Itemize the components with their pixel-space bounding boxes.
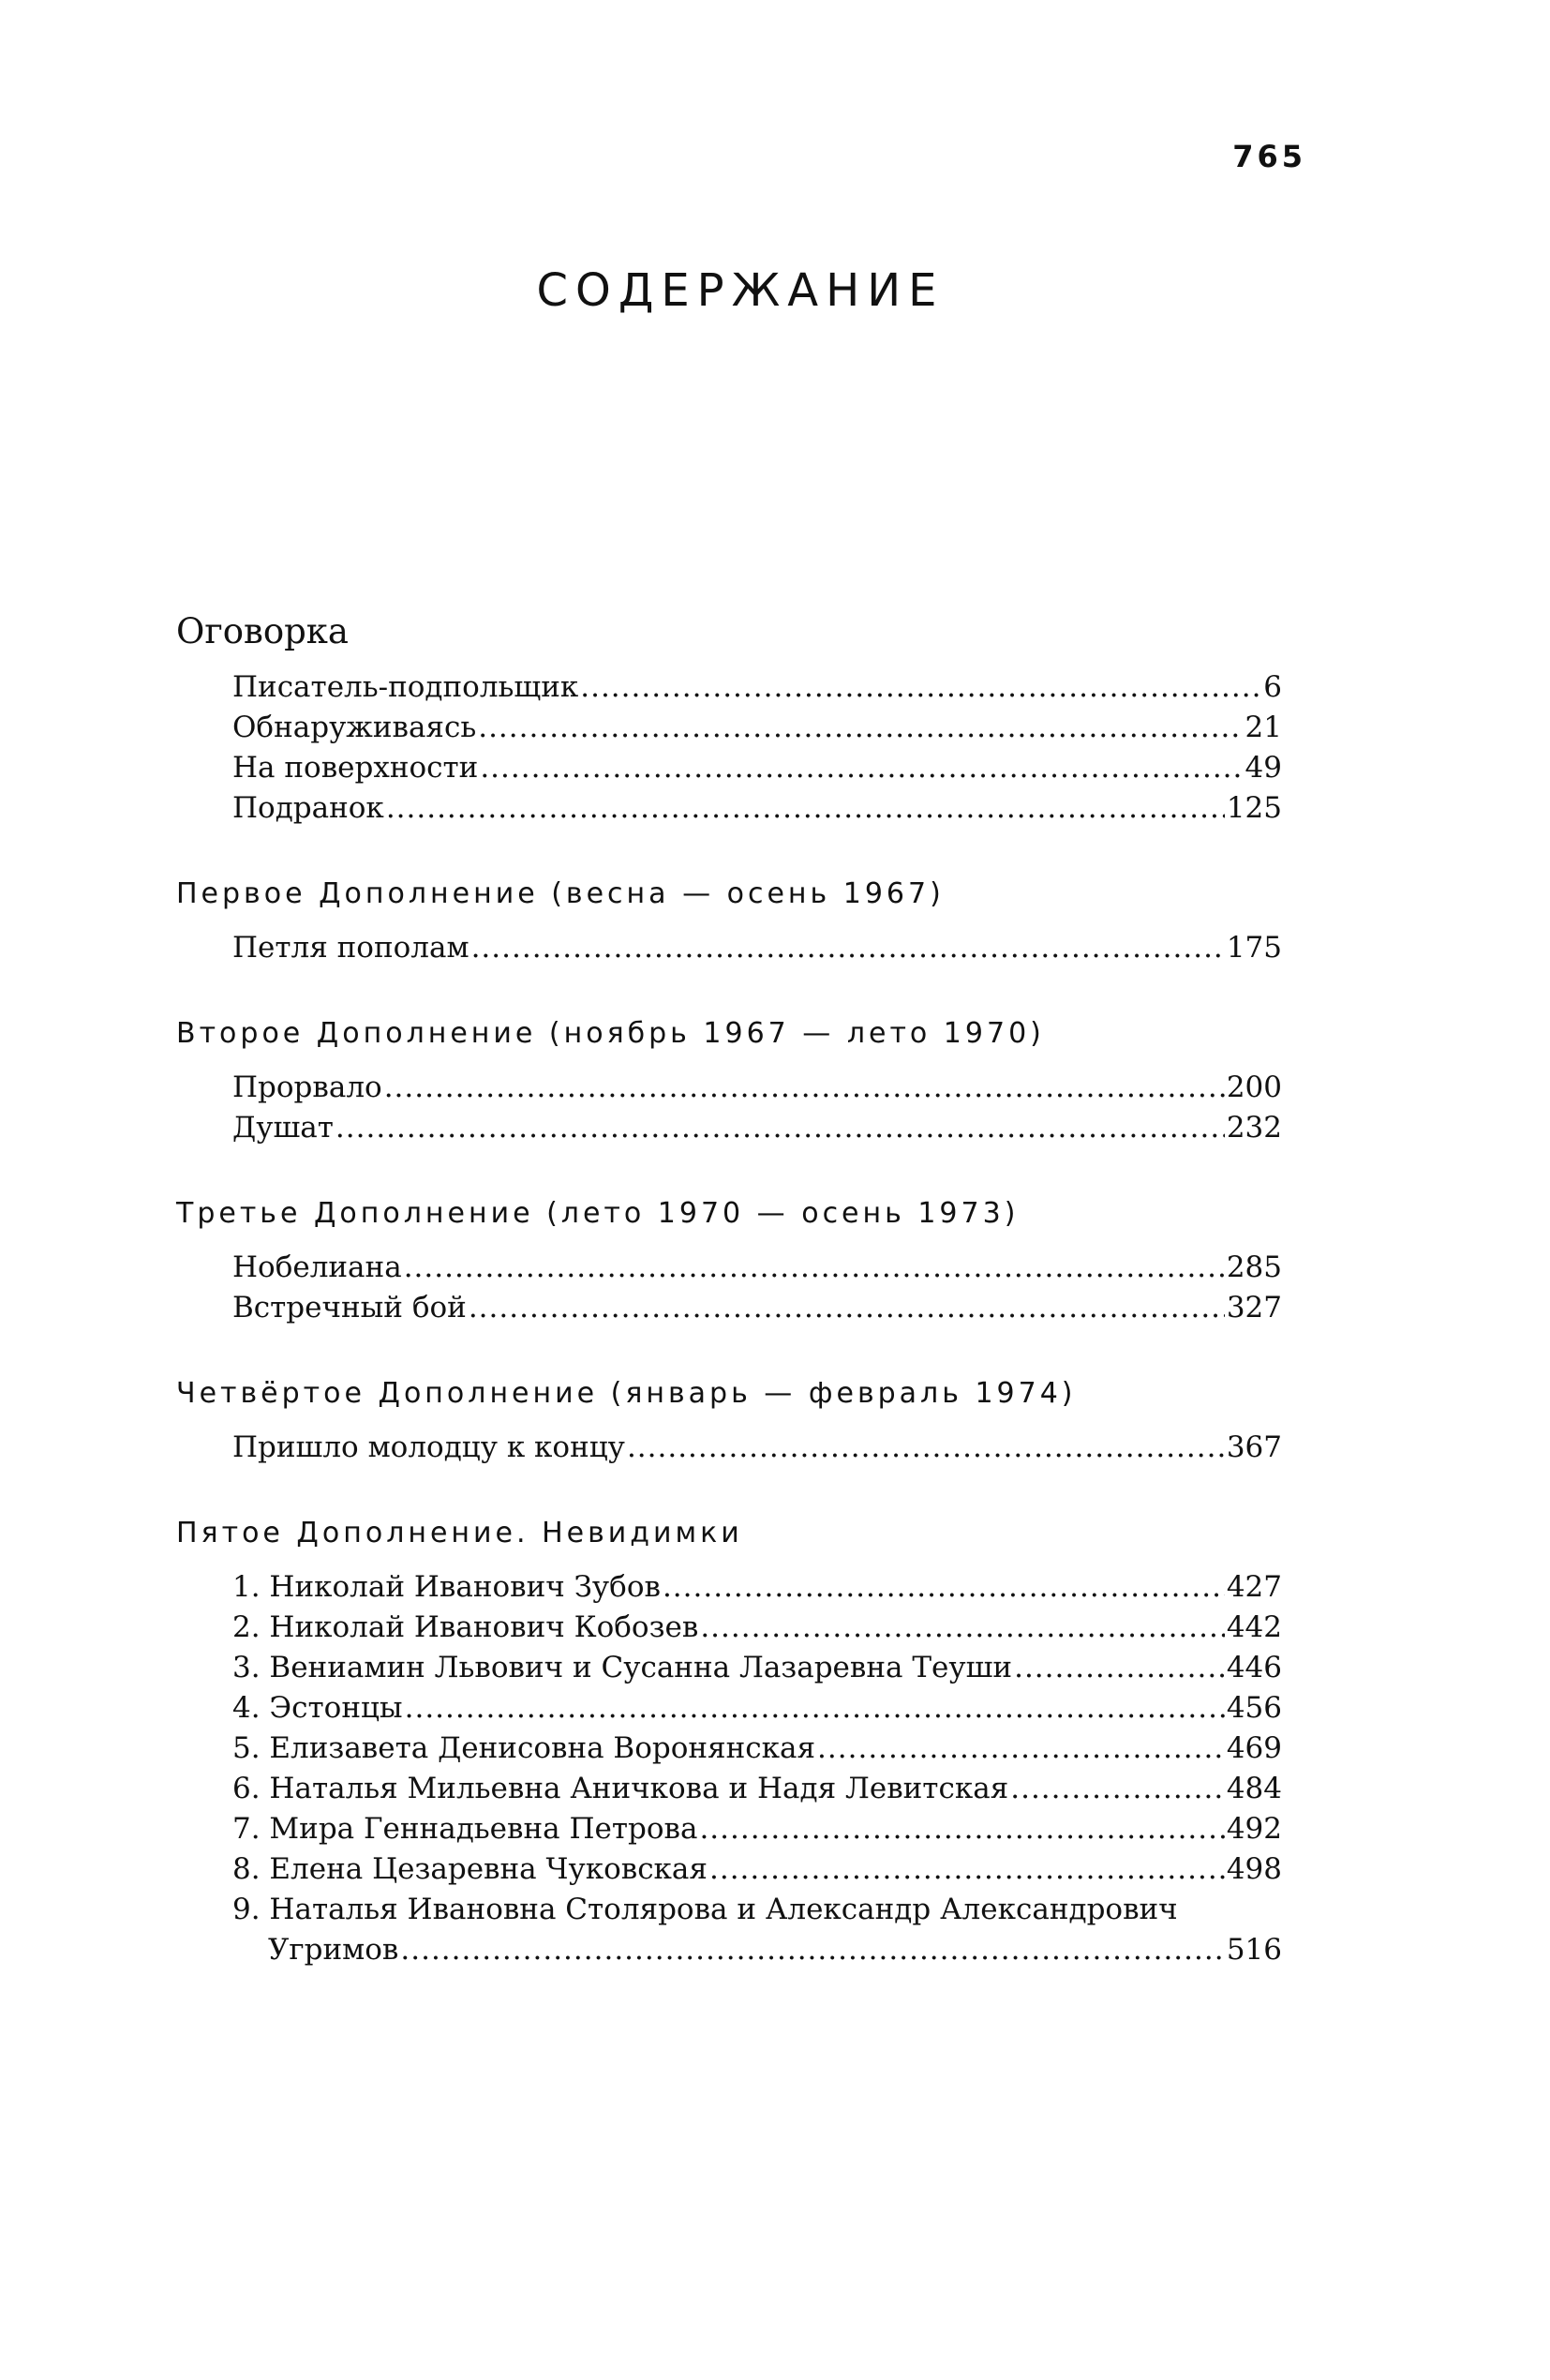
toc-entry-page: 442: [1226, 1610, 1282, 1644]
dot-leader: [471, 928, 1225, 968]
toc-entry[interactable]: [232, 1288, 1282, 1328]
toc-entry-continuation: [268, 1930, 1282, 1970]
page-title: СОДЕРЖАНИЕ: [536, 264, 945, 318]
toc-entry-title: Душат: [232, 1111, 334, 1145]
toc-entry[interactable]: [232, 1849, 1282, 1890]
dot-leader: [699, 1809, 1224, 1849]
toc-entry-title-continued: Угримов: [268, 1933, 399, 1967]
toc-entry-page: 175: [1226, 931, 1282, 965]
toc-entry-page: 125: [1226, 791, 1282, 825]
page-number: 765: [1232, 139, 1306, 174]
toc-entry-page: 469: [1226, 1731, 1282, 1765]
dot-leader: [580, 667, 1261, 708]
toc-entry[interactable]: [232, 667, 1282, 708]
toc-entry[interactable]: [232, 1248, 1282, 1288]
toc-entry[interactable]: [232, 1567, 1282, 1608]
part-title: Оговорка: [176, 611, 349, 651]
dot-leader: [384, 1068, 1225, 1108]
toc-entry-title: Подранок: [232, 791, 384, 825]
dot-leader: [469, 1288, 1225, 1328]
toc-entry-title: Писатель-подпольщик: [232, 670, 579, 704]
dot-leader: [709, 1849, 1225, 1890]
toc-entry[interactable]: [232, 1108, 1282, 1148]
toc-entry[interactable]: [232, 788, 1282, 829]
toc-entry-title: Прорвало: [232, 1070, 382, 1104]
section-title: Второе Дополнение (ноябрь 1967 — лето 1970): [176, 1017, 1045, 1050]
toc-entry-title: 7. Мира Геннадьевна Петрова: [232, 1812, 698, 1846]
section-title: Первое Дополнение (весна — осень 1967): [176, 877, 945, 910]
toc-entry[interactable]: [232, 1890, 1282, 1970]
toc-entry-title: Обнаруживаясь: [232, 711, 477, 744]
dot-leader: [404, 1248, 1225, 1288]
toc-entry-page: 21: [1244, 711, 1282, 744]
toc-entry[interactable]: [232, 1068, 1282, 1108]
toc-entry[interactable]: [232, 1688, 1282, 1729]
toc-section-4: [176, 1373, 1282, 1468]
toc-entry-page: 49: [1244, 751, 1282, 785]
toc-entry-page: 446: [1226, 1651, 1282, 1684]
toc-entry[interactable]: [232, 748, 1282, 788]
table-of-contents: [176, 609, 1282, 2015]
toc-entry[interactable]: [232, 1769, 1282, 1809]
toc-entry-page: 427: [1226, 1570, 1282, 1604]
toc-entry-page: 456: [1226, 1691, 1282, 1725]
toc-entry-title: 1. Николай Иванович Зубов: [232, 1570, 661, 1604]
toc-entry-title: На поверхности: [232, 751, 479, 785]
toc-entry-title: 6. Наталья Мильевна Аничкова и Надя Левитская: [232, 1772, 1009, 1805]
toc-entry-title: 3. Вениамин Львович и Сусанна Лазаревна Теуши: [232, 1651, 1013, 1684]
toc-entry-title: 4. Эстонцы: [232, 1691, 403, 1725]
toc-entry-page: 232: [1226, 1111, 1282, 1145]
toc-entry[interactable]: [232, 928, 1282, 968]
toc-entry-title: 5. Елизавета Денисовна Воронянская: [232, 1731, 816, 1765]
toc-entry-page: 327: [1226, 1291, 1282, 1325]
toc-entry-page: 484: [1226, 1772, 1282, 1805]
toc-entry-title: Петля пополам: [232, 931, 469, 965]
toc-entry[interactable]: [232, 708, 1282, 748]
toc-entry-page: 200: [1226, 1070, 1282, 1104]
dot-leader: [817, 1729, 1225, 1769]
toc-entry-page: 6: [1263, 670, 1282, 704]
toc-entry[interactable]: [232, 1648, 1282, 1688]
toc-section-5: [176, 1513, 1282, 1970]
dot-leader: [386, 788, 1225, 829]
dot-leader: [480, 748, 1243, 788]
section-title: Пятое Дополнение. Невидимки: [176, 1517, 743, 1549]
section-title: Третье Дополнение (лето 1970 — осень 1973): [176, 1197, 1020, 1230]
toc-entry-title: Пришло молодцу к концу: [232, 1430, 625, 1464]
toc-entry-page: 285: [1226, 1250, 1282, 1284]
dot-leader: [700, 1608, 1225, 1648]
dot-leader: [1010, 1769, 1225, 1809]
dot-leader: [405, 1688, 1225, 1729]
dot-leader: [1014, 1648, 1225, 1688]
dot-leader: [663, 1567, 1225, 1608]
toc-entry-page: 367: [1226, 1430, 1282, 1464]
toc-entry-title: Нобелиана: [232, 1250, 402, 1284]
toc-section-1: [176, 874, 1282, 968]
toc-entry-page: 492: [1226, 1812, 1282, 1846]
toc-entry[interactable]: [232, 1428, 1282, 1468]
dot-leader: [400, 1930, 1224, 1970]
toc-entry-title: 9. Наталья Ивановна Столярова и Александр Александрович: [232, 1893, 1178, 1926]
toc-entry-title: Встречный бой: [232, 1291, 467, 1325]
dot-leader: [335, 1108, 1225, 1148]
toc-entry[interactable]: [232, 1608, 1282, 1648]
toc-section-2: [176, 1013, 1282, 1148]
toc-part-reservation: [176, 609, 1282, 829]
dot-leader: [627, 1428, 1225, 1468]
toc-entry-title: 2. Николай Иванович Кобозев: [232, 1610, 699, 1644]
dot-leader: [478, 708, 1243, 748]
toc-entry[interactable]: [232, 1809, 1282, 1849]
section-title: Четвёртое Дополнение (январь — февраль 1974): [176, 1377, 1077, 1410]
toc-entry-page: 498: [1226, 1852, 1282, 1886]
toc-entry[interactable]: [232, 1729, 1282, 1769]
toc-section-3: [176, 1193, 1282, 1328]
toc-entry-page: 516: [1226, 1933, 1282, 1967]
toc-entry-title: 8. Елена Цезаревна Чуковская: [232, 1852, 708, 1886]
